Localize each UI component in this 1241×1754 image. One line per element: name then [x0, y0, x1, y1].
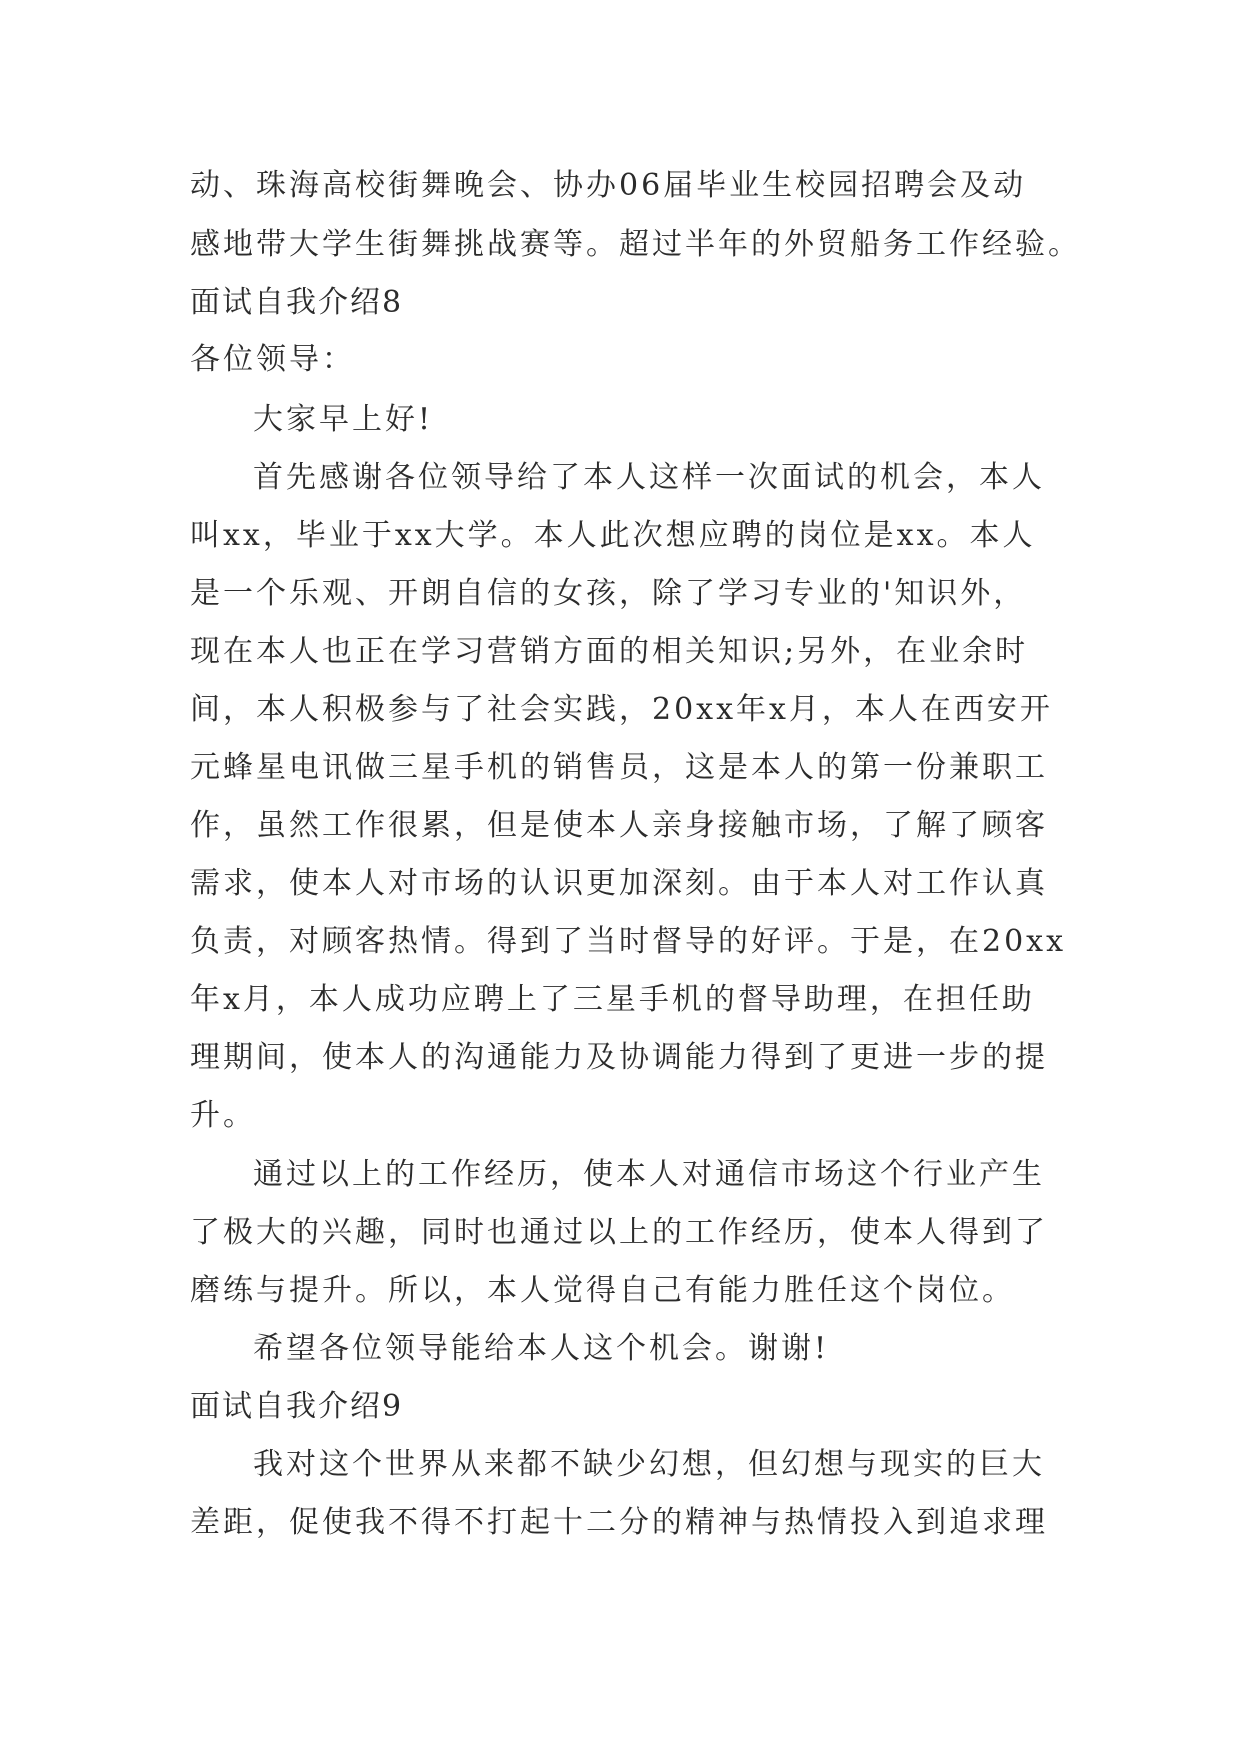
paragraph-line: 磨练与提升。所以，本人觉得自己有能力胜任这个岗位。 [190, 1273, 1015, 1308]
paragraph-line: 间，本人积极参与了社会实践，20xx年x月，本人在西安开 [190, 692, 1053, 727]
section-heading: 面试自我介绍9 [190, 1389, 404, 1424]
closing-line: 希望各位领导能给本人这个机会。谢谢! [253, 1331, 830, 1366]
paragraph-line: 首先感谢各位领导给了本人这样一次面试的机会，本人 [253, 460, 1045, 495]
section-heading: 面试自我介绍8 [190, 285, 404, 320]
paragraph-line: 需求，使本人对市场的认识更加深刻。由于本人对工作认真 [190, 866, 1048, 901]
salutation: 各位领导： [190, 342, 355, 377]
paragraph-line: 作，虽然工作很累，但是使本人亲身接触市场，了解了顾客 [190, 808, 1048, 843]
paragraph-line: 通过以上的工作经历，使本人对通信市场这个行业产生 [253, 1157, 1045, 1192]
paragraph-line: 差距，促使我不得不打起十二分的精神与热情投入到追求理 [190, 1505, 1048, 1540]
paragraph-line: 现在本人也正在学习营销方面的相关知识;另外，在业余时 [190, 634, 1029, 669]
body-line: 感地带大学生街舞挑战赛等。超过半年的外贸船务工作经验。 [190, 227, 1081, 262]
paragraph-line: 升。 [190, 1098, 256, 1133]
paragraph-line: 负责，对顾客热情。得到了当时督导的好评。于是，在20xx [190, 924, 1067, 959]
paragraph-line: 我对这个世界从来都不缺少幻想，但幻想与现实的巨大 [253, 1447, 1045, 1482]
paragraph-line: 元蜂星电讯做三星手机的销售员，这是本人的第一份兼职工 [190, 750, 1048, 785]
greeting-line: 大家早上好! [253, 402, 434, 437]
paragraph-line: 叫xx，毕业于xx大学。本人此次想应聘的岗位是xx。本人 [190, 518, 1036, 553]
paragraph-line: 了极大的兴趣，同时也通过以上的工作经历，使本人得到了 [190, 1215, 1048, 1250]
body-line: 动、珠海高校街舞晚会、协办06届毕业生校园招聘会及动 [190, 168, 1027, 203]
paragraph-line: 年x月，本人成功应聘上了三星手机的督导助理，在担任助 [190, 982, 1035, 1017]
paragraph-line: 是一个乐观、开朗自信的女孩，除了学习专业的'知识外， [190, 576, 1027, 611]
paragraph-line: 理期间，使本人的沟通能力及协调能力得到了更进一步的提 [190, 1040, 1048, 1075]
